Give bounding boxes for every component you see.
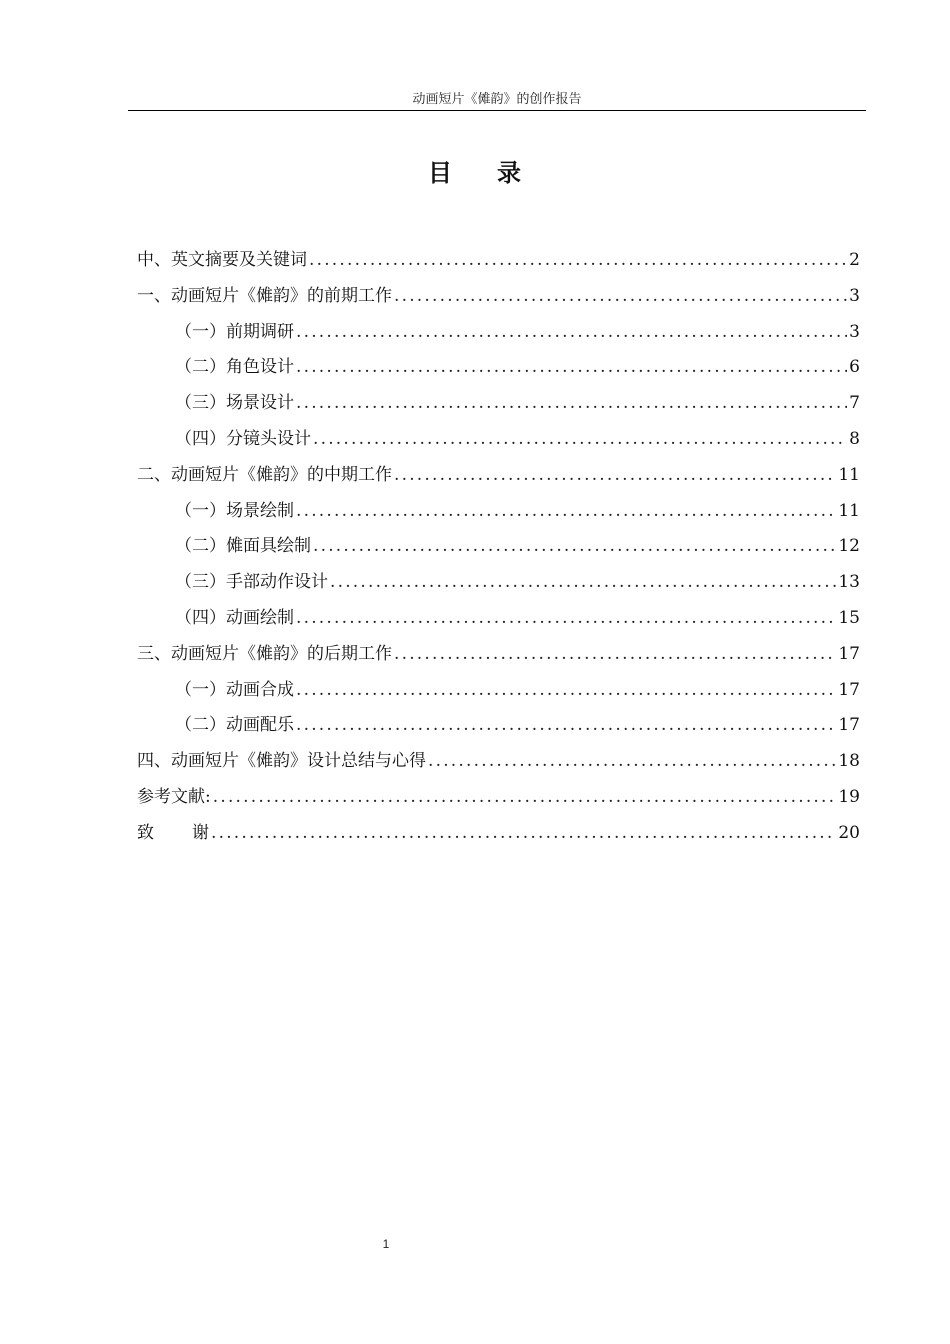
toc-entry-label: （四）动画绘制 xyxy=(175,607,294,628)
toc-entry-label: （一）动画合成 xyxy=(175,679,294,700)
page-title xyxy=(0,156,950,190)
toc-entry-label: 参考文献: xyxy=(137,786,211,807)
table-of-contents xyxy=(137,243,860,852)
toc-entry-page: 8 xyxy=(849,428,860,449)
toc-entry-acknowledgements[interactable] xyxy=(137,816,860,852)
page-title-char-2: 录 xyxy=(497,158,522,187)
toc-entry-page: 3 xyxy=(849,321,860,342)
toc-entry-label: （二）动画配乐 xyxy=(175,715,294,736)
toc-leader-dots xyxy=(309,243,847,279)
toc-leader-dots xyxy=(428,744,836,780)
toc-entry-page: 12 xyxy=(838,536,860,557)
toc-leader-dots xyxy=(394,458,836,494)
toc-leader-dots xyxy=(394,279,847,315)
toc-entry[interactable] xyxy=(137,637,860,673)
toc-leader-dots xyxy=(394,637,836,673)
toc-entry[interactable] xyxy=(137,243,860,279)
toc-leader-dots xyxy=(296,350,847,386)
running-header xyxy=(128,90,866,111)
toc-entry-page: 13 xyxy=(838,572,860,593)
toc-leader-dots xyxy=(296,315,847,351)
toc-entry-page: 2 xyxy=(849,250,860,270)
toc-entry-page: 3 xyxy=(849,285,860,306)
toc-entry-label: 一、动画短片《傩韵》的前期工作 xyxy=(137,285,392,306)
toc-entry-label: （三）手部动作设计 xyxy=(175,572,328,593)
toc-leader-dots xyxy=(296,708,836,744)
toc-subentry[interactable] xyxy=(137,529,860,565)
toc-ack-char-1: 致 xyxy=(137,822,154,843)
toc-entry-label: （二）角色设计 xyxy=(175,357,294,378)
toc-entry-page: 18 xyxy=(838,751,860,772)
toc-entry-label: 中、英文摘要及关键词 xyxy=(137,250,307,270)
toc-leader-dots xyxy=(330,565,836,601)
toc-entry-label: （一）场景绘制 xyxy=(175,500,294,521)
toc-subentry[interactable] xyxy=(137,673,860,709)
toc-entry-page: 15 xyxy=(838,607,860,628)
toc-entry-label: （三）场景设计 xyxy=(175,393,294,414)
toc-leader-dots xyxy=(296,601,836,637)
toc-subentry[interactable] xyxy=(137,315,860,351)
toc-entry-label: （二）傩面具绘制 xyxy=(175,536,311,557)
toc-entry-label xyxy=(137,816,209,852)
toc-entry-label: （一）前期调研 xyxy=(175,321,294,342)
toc-entry-label: 四、动画短片《傩韵》设计总结与心得 xyxy=(137,751,426,772)
toc-leader-dots xyxy=(313,422,847,458)
toc-subentry[interactable] xyxy=(137,708,860,744)
toc-leader-dots xyxy=(211,816,836,852)
toc-leader-dots xyxy=(296,386,847,422)
toc-entry[interactable] xyxy=(137,780,860,816)
toc-entry-page: 6 xyxy=(849,357,860,378)
toc-leader-dots xyxy=(296,673,836,709)
page-footer xyxy=(0,1236,772,1252)
toc-entry[interactable] xyxy=(137,279,860,315)
page-number: 1 xyxy=(382,1237,390,1251)
toc-subentry[interactable] xyxy=(137,565,860,601)
toc-entry-label: （四）分镜头设计 xyxy=(175,428,311,449)
toc-subentry[interactable] xyxy=(137,422,860,458)
toc-subentry[interactable] xyxy=(137,494,860,530)
toc-entry-page: 11 xyxy=(838,500,860,521)
toc-leader-dots xyxy=(296,494,836,530)
toc-subentry[interactable] xyxy=(137,350,860,386)
toc-subentry[interactable] xyxy=(137,386,860,422)
toc-ack-char-2: 谢 xyxy=(192,822,209,843)
toc-entry-label: 二、动画短片《傩韵》的中期工作 xyxy=(137,464,392,485)
page-title-char-1: 目 xyxy=(428,158,453,187)
toc-entry-page: 7 xyxy=(849,393,860,414)
toc-entry-page: 19 xyxy=(838,786,860,807)
toc-entry-page: 17 xyxy=(838,643,860,664)
toc-subentry[interactable] xyxy=(137,601,860,637)
toc-entry-page: 11 xyxy=(838,464,860,485)
toc-leader-dots xyxy=(313,529,836,565)
toc-entry-page: 17 xyxy=(838,679,860,700)
toc-entry[interactable] xyxy=(137,744,860,780)
toc-entry[interactable] xyxy=(137,458,860,494)
toc-entry-label: 三、动画短片《傩韵》的后期工作 xyxy=(137,643,392,664)
toc-leader-dots xyxy=(213,780,837,816)
toc-entry-page: 17 xyxy=(838,715,860,736)
toc-entry-page: 20 xyxy=(838,822,860,843)
running-header-title: 动画短片《傩韵》的创作报告 xyxy=(412,92,582,107)
